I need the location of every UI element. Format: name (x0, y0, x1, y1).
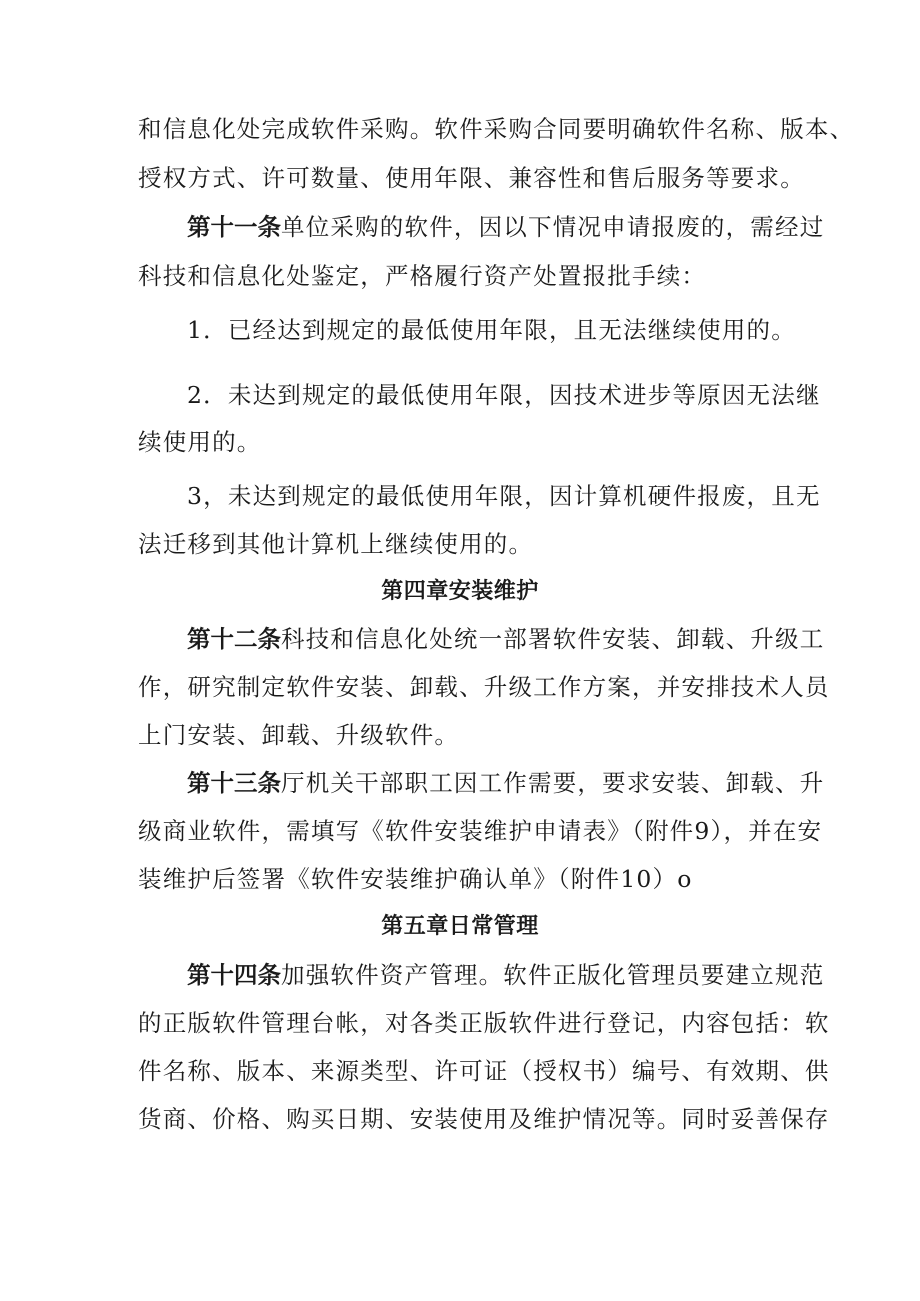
paragraph-line: 科技和信息化处鉴定，严格履行资产处置报批手续： (138, 262, 707, 290)
article-13-line (187, 767, 825, 799)
article-11-line (187, 211, 825, 243)
article-12-label: 第十二条 (187, 625, 281, 653)
chapter-4-heading: 第四章安装维护 (381, 579, 539, 604)
list-item-2: 2．未达到规定的最低使用年限，因技术进步等原因无法继 (187, 381, 821, 409)
article-11-label: 第十一条 (187, 213, 281, 241)
paragraph-line: 级商业软件，需填写《软件安装维护申请表》（附件9），并在安 (138, 817, 823, 845)
article-13-text: 厅机关干部职工因工作需要，要求安装、卸载、升 (281, 769, 825, 797)
article-12-line (187, 623, 825, 655)
paragraph-line: 授权方式、许可数量、使用年限、兼容性和售后服务等要求。 (138, 164, 805, 192)
paragraph-line: 和信息化处完成软件采购。软件采购合同要明确软件名称、版本、 (138, 115, 855, 143)
list-item-3: 3，未达到规定的最低使用年限，因计算机硬件报废，且无 (187, 482, 821, 510)
paragraph-line: 装维护后签署《软件安装维护确认单》（附件10）o (138, 865, 693, 893)
article-14-text: 加强软件资产管理。软件正版化管理员要建立规范 (281, 961, 825, 989)
paragraph-line: 的正版软件管理台帐，对各类正版软件进行登记，内容包括：软 (138, 1009, 830, 1037)
paragraph-line: 件名称、版本、来源类型、许可证（授权书）编号、有效期、供 (138, 1057, 830, 1085)
chapter-5-heading: 第五章日常管理 (381, 914, 539, 939)
list-item-3-cont: 法迁移到其他计算机上继续使用的。 (138, 530, 534, 558)
paragraph-line: 上门安装、卸载、升级软件。 (138, 721, 460, 749)
paragraph-line: 货商、价格、购买日期、安装使用及维护情况等。同时妥善保存 (138, 1105, 830, 1133)
list-item-1: 1．已经达到规定的最低使用年限，且无法继续使用的。 (187, 316, 796, 344)
article-12-text: 科技和信息化处统一部署软件安装、卸载、升级工 (281, 625, 825, 653)
list-item-2-cont: 续使用的。 (138, 428, 262, 456)
article-11-text: 单位采购的软件，因以下情况申请报废的，需经过 (281, 213, 825, 241)
paragraph-line: 作，研究制定软件安装、卸载、升级工作方案，并安排技术人员 (138, 673, 830, 701)
article-14-line (187, 959, 825, 991)
article-14-label: 第十四条 (187, 961, 281, 989)
article-13-label: 第十三条 (187, 769, 281, 797)
